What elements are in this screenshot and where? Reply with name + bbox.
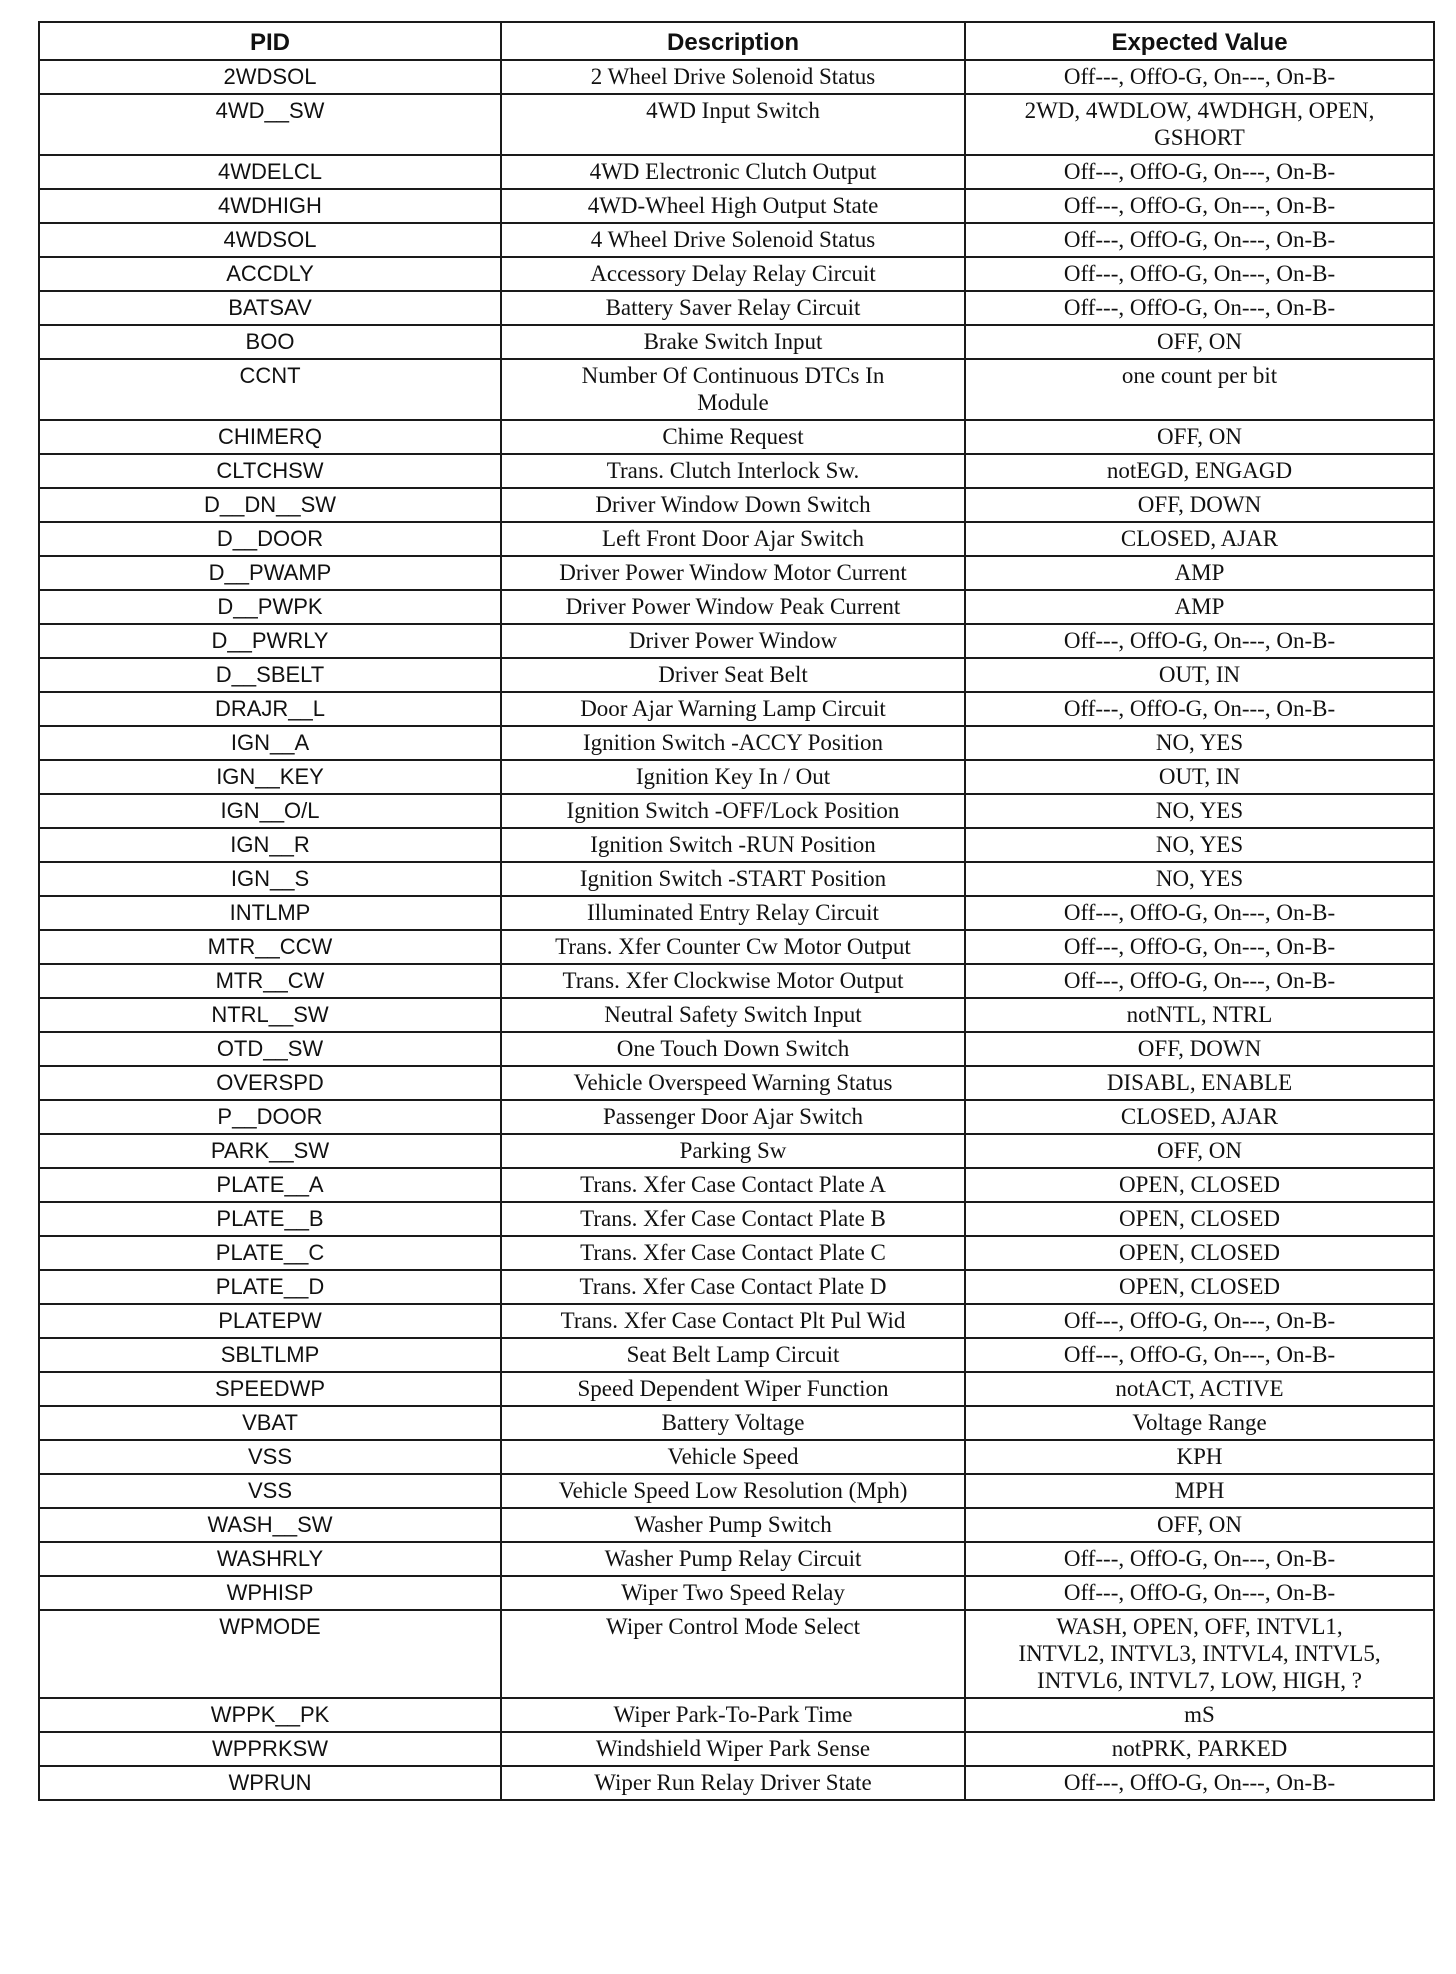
value-cell: Voltage Range	[965, 1406, 1434, 1440]
table-row	[39, 1236, 1434, 1270]
value-cell: AMP	[965, 590, 1434, 624]
table-row	[39, 1270, 1434, 1304]
table-row	[39, 1610, 1434, 1698]
pid-cell: IGN__S	[39, 862, 501, 896]
pid-cell: CLTCHSW	[39, 454, 501, 488]
value-cell: Off---, OffO-G, On---, On-B-	[965, 1576, 1434, 1610]
table-row	[39, 257, 1434, 291]
pid-cell: IGN__A	[39, 726, 501, 760]
value-cell: OPEN, CLOSED	[965, 1168, 1434, 1202]
pid-cell: WPPRKSW	[39, 1732, 501, 1766]
table-row	[39, 658, 1434, 692]
table-row	[39, 189, 1434, 223]
table-row	[39, 556, 1434, 590]
value-cell: one count per bit	[965, 359, 1434, 420]
pid-cell: D__DN__SW	[39, 488, 501, 522]
pid-cell: 4WDHIGH	[39, 189, 501, 223]
value-cell: notNTL, NTRL	[965, 998, 1434, 1032]
desc-cell: Ignition Switch -START Position	[501, 862, 965, 896]
table-row	[39, 828, 1434, 862]
desc-cell: Speed Dependent Wiper Function	[501, 1372, 965, 1406]
pid-cell: MTR__CCW	[39, 930, 501, 964]
header-expected-value: Expected Value	[965, 22, 1434, 60]
pid-cell: PLATE__A	[39, 1168, 501, 1202]
value-cell: Off---, OffO-G, On---, On-B-	[965, 896, 1434, 930]
desc-cell: Seat Belt Lamp Circuit	[501, 1338, 965, 1372]
pid-cell: 4WDSOL	[39, 223, 501, 257]
table-row	[39, 420, 1434, 454]
value-cell: OUT, IN	[965, 658, 1434, 692]
table-row	[39, 726, 1434, 760]
table-row	[39, 1066, 1434, 1100]
table-row	[39, 454, 1434, 488]
pid-cell: OTD__SW	[39, 1032, 501, 1066]
table-row	[39, 1576, 1434, 1610]
desc-cell: Driver Power Window Peak Current	[501, 590, 965, 624]
pid-cell: WPRUN	[39, 1766, 501, 1800]
desc-cell: Brake Switch Input	[501, 325, 965, 359]
table-row	[39, 1338, 1434, 1372]
value-cell: Off---, OffO-G, On---, On-B-	[965, 291, 1434, 325]
table-row	[39, 291, 1434, 325]
desc-cell: Ignition Key In / Out	[501, 760, 965, 794]
desc-cell: Number Of Continuous DTCs In Module	[501, 359, 965, 420]
desc-cell: Driver Power Window	[501, 624, 965, 658]
desc-cell: Passenger Door Ajar Switch	[501, 1100, 965, 1134]
pid-cell: WASH__SW	[39, 1508, 501, 1542]
desc-cell: Ignition Switch -OFF/Lock Position	[501, 794, 965, 828]
pid-cell: IGN__O/L	[39, 794, 501, 828]
desc-cell: 2 Wheel Drive Solenoid Status	[501, 60, 965, 94]
value-cell: Off---, OffO-G, On---, On-B-	[965, 1766, 1434, 1800]
pid-cell: P__DOOR	[39, 1100, 501, 1134]
desc-cell: Trans. Xfer Case Contact Plate A	[501, 1168, 965, 1202]
desc-cell: Trans. Clutch Interlock Sw.	[501, 454, 965, 488]
value-cell: MPH	[965, 1474, 1434, 1508]
value-cell: NO, YES	[965, 794, 1434, 828]
value-cell: CLOSED, AJAR	[965, 1100, 1434, 1134]
header-pid: PID	[39, 22, 501, 60]
desc-cell: Vehicle Overspeed Warning Status	[501, 1066, 965, 1100]
pid-cell: D__SBELT	[39, 658, 501, 692]
table-row	[39, 1100, 1434, 1134]
pid-cell: CCNT	[39, 359, 501, 420]
value-cell: NO, YES	[965, 726, 1434, 760]
table-row	[39, 794, 1434, 828]
pid-cell: INTLMP	[39, 896, 501, 930]
pid-cell: IGN__R	[39, 828, 501, 862]
pid-cell: CHIMERQ	[39, 420, 501, 454]
pid-cell: VSS	[39, 1440, 501, 1474]
desc-cell: Wiper Control Mode Select	[501, 1610, 965, 1698]
table-body	[39, 60, 1434, 1800]
table-row	[39, 1372, 1434, 1406]
pid-cell: WPPK__PK	[39, 1698, 501, 1732]
desc-cell: Ignition Switch -ACCY Position	[501, 726, 965, 760]
table-row	[39, 1406, 1434, 1440]
desc-cell: Parking Sw	[501, 1134, 965, 1168]
desc-cell: Left Front Door Ajar Switch	[501, 522, 965, 556]
desc-cell: 4 Wheel Drive Solenoid Status	[501, 223, 965, 257]
table-row	[39, 1474, 1434, 1508]
pid-cell: VSS	[39, 1474, 501, 1508]
table-row	[39, 862, 1434, 896]
value-cell: OFF, ON	[965, 325, 1434, 359]
pid-table	[38, 21, 1435, 1801]
pid-cell: PARK__SW	[39, 1134, 501, 1168]
table-row	[39, 94, 1434, 155]
value-cell: OPEN, CLOSED	[965, 1270, 1434, 1304]
value-cell: CLOSED, AJAR	[965, 522, 1434, 556]
desc-cell: Wiper Run Relay Driver State	[501, 1766, 965, 1800]
desc-cell: Driver Power Window Motor Current	[501, 556, 965, 590]
desc-cell: Accessory Delay Relay Circuit	[501, 257, 965, 291]
pid-cell: D__PWRLY	[39, 624, 501, 658]
desc-cell: 4WD Input Switch	[501, 94, 965, 155]
value-cell: Off---, OffO-G, On---, On-B-	[965, 257, 1434, 291]
desc-cell: One Touch Down Switch	[501, 1032, 965, 1066]
desc-cell: Ignition Switch -RUN Position	[501, 828, 965, 862]
table-row	[39, 1508, 1434, 1542]
value-cell: OFF, ON	[965, 1508, 1434, 1542]
desc-cell: Trans. Xfer Case Contact Plate C	[501, 1236, 965, 1270]
table-row	[39, 1732, 1434, 1766]
value-cell: OFF, ON	[965, 420, 1434, 454]
value-cell: Off---, OffO-G, On---, On-B-	[965, 1304, 1434, 1338]
value-cell: Off---, OffO-G, On---, On-B-	[965, 155, 1434, 189]
pid-cell: D__PWAMP	[39, 556, 501, 590]
desc-cell: Wiper Two Speed Relay	[501, 1576, 965, 1610]
desc-cell: Battery Saver Relay Circuit	[501, 291, 965, 325]
pid-cell: WPMODE	[39, 1610, 501, 1698]
desc-cell: Illuminated Entry Relay Circuit	[501, 896, 965, 930]
desc-cell: Vehicle Speed Low Resolution (Mph)	[501, 1474, 965, 1508]
value-cell: notACT, ACTIVE	[965, 1372, 1434, 1406]
value-cell: Off---, OffO-G, On---, On-B-	[965, 930, 1434, 964]
desc-cell: Washer Pump Switch	[501, 1508, 965, 1542]
pid-cell: PLATEPW	[39, 1304, 501, 1338]
pid-cell: PLATE__B	[39, 1202, 501, 1236]
value-cell: WASH, OPEN, OFF, INTVL1, INTVL2, INTVL3, INTVL4, INTVL5, INTVL6, INTVL7, LOW, HIGH, ?	[965, 1610, 1434, 1698]
table-row	[39, 1304, 1434, 1338]
table-row	[39, 896, 1434, 930]
header-description: Description	[501, 22, 965, 60]
value-cell: Off---, OffO-G, On---, On-B-	[965, 692, 1434, 726]
value-cell: OPEN, CLOSED	[965, 1236, 1434, 1270]
table-header	[39, 22, 1434, 60]
desc-cell: Chime Request	[501, 420, 965, 454]
value-cell: Off---, OffO-G, On---, On-B-	[965, 964, 1434, 998]
pid-cell: SBLTLMP	[39, 1338, 501, 1372]
table-row	[39, 1032, 1434, 1066]
value-cell: mS	[965, 1698, 1434, 1732]
value-cell: Off---, OffO-G, On---, On-B-	[965, 189, 1434, 223]
pid-cell: DRAJR__L	[39, 692, 501, 726]
table-row	[39, 964, 1434, 998]
value-cell: 2WD, 4WDLOW, 4WDHGH, OPEN, GSHORT	[965, 94, 1434, 155]
value-cell: Off---, OffO-G, On---, On-B-	[965, 624, 1434, 658]
value-cell: NO, YES	[965, 862, 1434, 896]
table-row	[39, 1134, 1434, 1168]
value-cell: OPEN, CLOSED	[965, 1202, 1434, 1236]
table-row	[39, 60, 1434, 94]
table-row	[39, 1698, 1434, 1732]
desc-cell: Neutral Safety Switch Input	[501, 998, 965, 1032]
value-cell: notPRK, PARKED	[965, 1732, 1434, 1766]
desc-cell: Wiper Park-To-Park Time	[501, 1698, 965, 1732]
pid-cell: OVERSPD	[39, 1066, 501, 1100]
desc-cell: Vehicle Speed	[501, 1440, 965, 1474]
pid-cell: 4WDELCL	[39, 155, 501, 189]
pid-cell: D__PWPK	[39, 590, 501, 624]
table-row	[39, 1202, 1434, 1236]
value-cell: Off---, OffO-G, On---, On-B-	[965, 223, 1434, 257]
desc-cell: Trans. Xfer Clockwise Motor Output	[501, 964, 965, 998]
pid-cell: ACCDLY	[39, 257, 501, 291]
table-row	[39, 1766, 1434, 1800]
table-row	[39, 590, 1434, 624]
desc-cell: Windshield Wiper Park Sense	[501, 1732, 965, 1766]
pid-cell: BATSAV	[39, 291, 501, 325]
pid-cell: SPEEDWP	[39, 1372, 501, 1406]
desc-cell: Battery Voltage	[501, 1406, 965, 1440]
table-row	[39, 522, 1434, 556]
desc-cell: Trans. Xfer Case Contact Plate B	[501, 1202, 965, 1236]
pid-cell: WPHISP	[39, 1576, 501, 1610]
table-row	[39, 998, 1434, 1032]
table-row	[39, 325, 1434, 359]
table-row	[39, 359, 1434, 420]
desc-cell: Driver Window Down Switch	[501, 488, 965, 522]
desc-cell: Trans. Xfer Case Contact Plt Pul Wid	[501, 1304, 965, 1338]
value-cell: NO, YES	[965, 828, 1434, 862]
table-row	[39, 1168, 1434, 1202]
value-cell: DISABL, ENABLE	[965, 1066, 1434, 1100]
value-cell: notEGD, ENGAGD	[965, 454, 1434, 488]
pid-cell: PLATE__D	[39, 1270, 501, 1304]
value-cell: Off---, OffO-G, On---, On-B-	[965, 1338, 1434, 1372]
value-cell: AMP	[965, 556, 1434, 590]
desc-cell: Trans. Xfer Case Contact Plate D	[501, 1270, 965, 1304]
pid-cell: PLATE__C	[39, 1236, 501, 1270]
pid-cell: VBAT	[39, 1406, 501, 1440]
desc-cell: Trans. Xfer Counter Cw Motor Output	[501, 930, 965, 964]
table-row	[39, 624, 1434, 658]
pid-cell: D__DOOR	[39, 522, 501, 556]
table-row	[39, 1542, 1434, 1576]
value-cell: Off---, OffO-G, On---, On-B-	[965, 1542, 1434, 1576]
table-row	[39, 760, 1434, 794]
value-cell: OFF, DOWN	[965, 1032, 1434, 1066]
pid-cell: NTRL__SW	[39, 998, 501, 1032]
header-row	[39, 22, 1434, 60]
value-cell: Off---, OffO-G, On---, On-B-	[965, 60, 1434, 94]
value-cell: OUT, IN	[965, 760, 1434, 794]
table-row	[39, 692, 1434, 726]
table-row	[39, 930, 1434, 964]
desc-cell: 4WD Electronic Clutch Output	[501, 155, 965, 189]
desc-cell: Washer Pump Relay Circuit	[501, 1542, 965, 1576]
table-row	[39, 1440, 1434, 1474]
pid-cell: MTR__CW	[39, 964, 501, 998]
pid-cell: IGN__KEY	[39, 760, 501, 794]
table-row	[39, 488, 1434, 522]
desc-cell: 4WD-Wheel High Output State	[501, 189, 965, 223]
value-cell: KPH	[965, 1440, 1434, 1474]
desc-cell: Door Ajar Warning Lamp Circuit	[501, 692, 965, 726]
desc-cell: Driver Seat Belt	[501, 658, 965, 692]
value-cell: OFF, ON	[965, 1134, 1434, 1168]
pid-cell: BOO	[39, 325, 501, 359]
pid-cell: 4WD__SW	[39, 94, 501, 155]
table-row	[39, 155, 1434, 189]
pid-cell: 2WDSOL	[39, 60, 501, 94]
table-row	[39, 223, 1434, 257]
pid-cell: WASHRLY	[39, 1542, 501, 1576]
value-cell: OFF, DOWN	[965, 488, 1434, 522]
